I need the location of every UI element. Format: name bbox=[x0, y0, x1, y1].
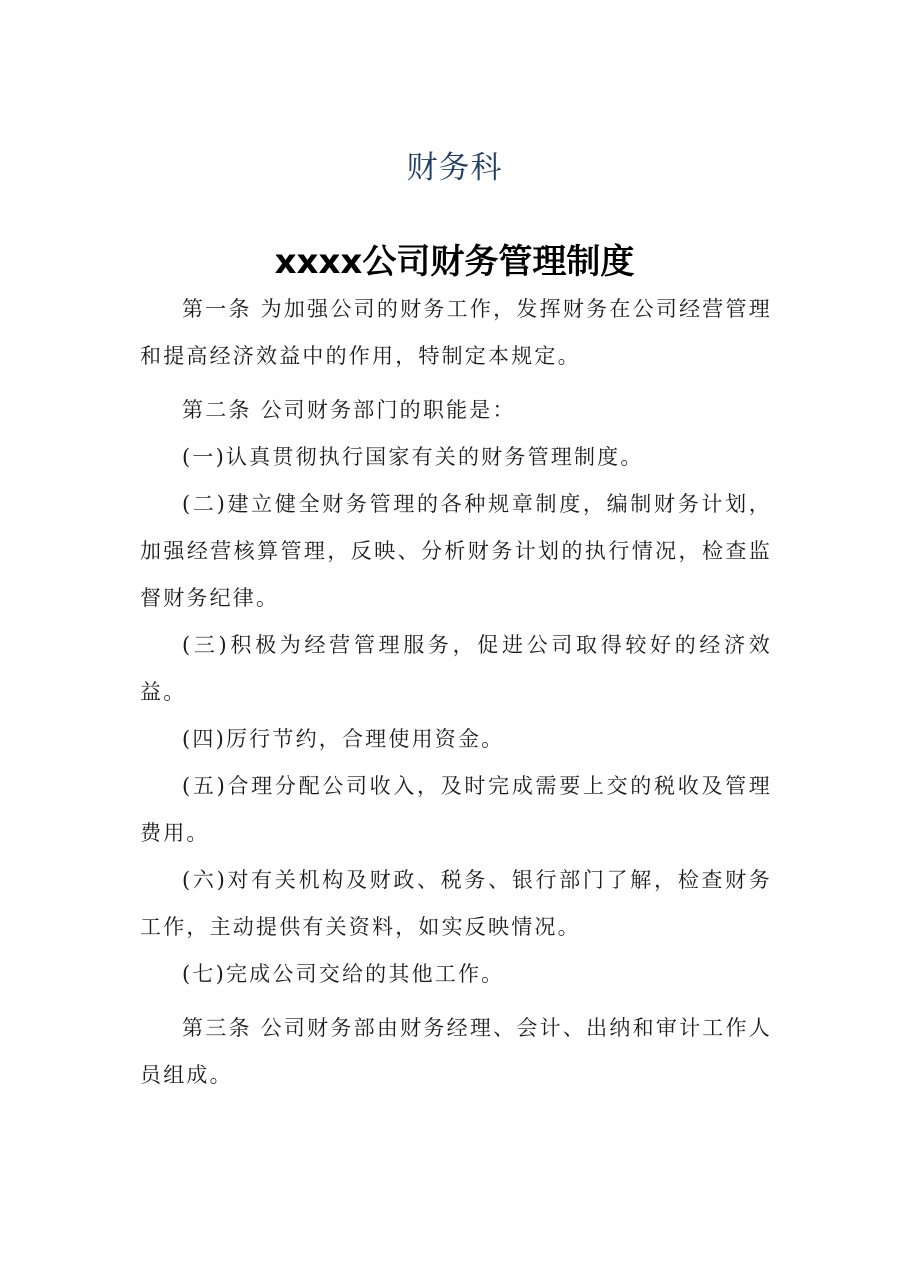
clause-2-paragraph: (二)建立健全财务管理的各种规章制度，编制财务计划，加强经营核算管理，反映、分析财务计划的执行情况，检查监督财务纪律。 bbox=[140, 492, 772, 610]
article-1-paragraph: 第一条 为加强公司的财务工作，发挥财务在公司经营管理和提高经济效益中的作用，特制定本规定。 bbox=[140, 297, 772, 368]
clause-4-paragraph: (四)厉行节约，合理使用资金。 bbox=[182, 727, 505, 751]
document-title: xxxx公司财务管理制度 bbox=[274, 242, 635, 282]
document-body bbox=[140, 286, 772, 1099]
department-header: 财务科 bbox=[406, 150, 503, 186]
clause-3-paragraph: (三)积极为经营管理服务，促进公司取得较好的经济效益。 bbox=[140, 633, 772, 704]
clause-1-paragraph: (一)认真贯彻执行国家有关的财务管理制度。 bbox=[182, 445, 644, 469]
clause-6-paragraph: (六)对有关机构及财政、税务、银行部门了解，检查财务工作，主动提供有关资料，如实反映情况。 bbox=[140, 868, 772, 939]
clause-5-paragraph: (五)合理分配公司收入，及时完成需要上交的税收及管理费用。 bbox=[140, 774, 772, 845]
article-3-paragraph: 第三条 公司财务部由财务经理、会计、出纳和审计工作人员组成。 bbox=[140, 1016, 772, 1087]
clause-7-paragraph: (七)完成公司交给的其他工作。 bbox=[182, 962, 505, 986]
article-2-paragraph: 第二条 公司财务部门的职能是： bbox=[182, 398, 516, 422]
